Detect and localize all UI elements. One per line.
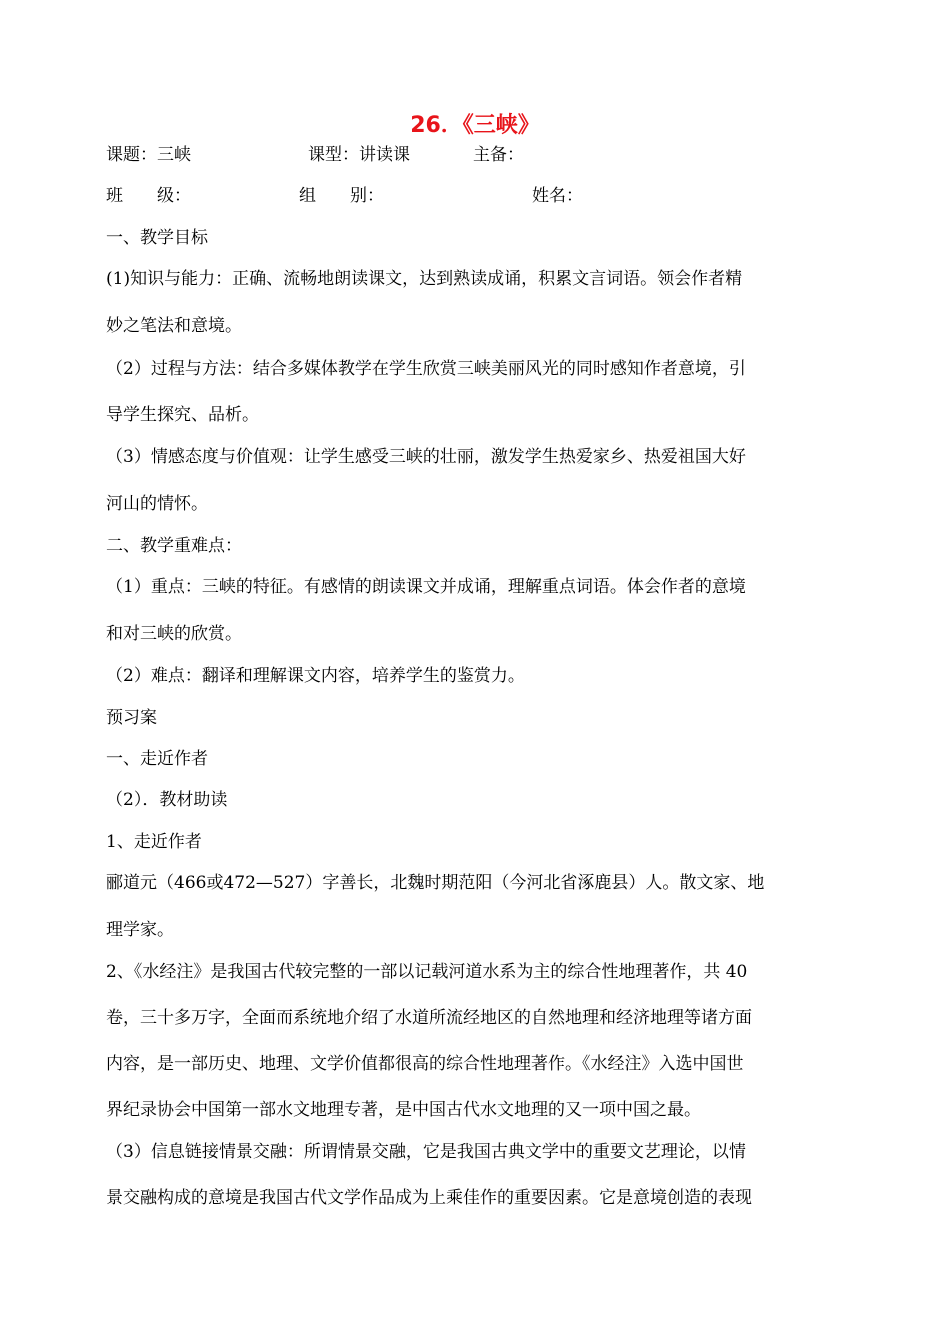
section-heading: （2）．教材助读 xyxy=(106,790,228,810)
name-field: 姓名： xyxy=(532,186,583,206)
paragraph-line: 郦道元（466或472—527）字善长，北魏时期范阳（今河北省涿鹿县）人。散文家、地 xyxy=(106,873,765,893)
paragraph-line: （1）重点：三峡的特征。有感情的朗读课文并成诵，理解重点词语。体会作者的意境 xyxy=(106,577,746,597)
paragraph-line: 导学生探究、品析。 xyxy=(106,405,259,425)
paragraph-line: 妙之笔法和意境。 xyxy=(106,316,242,336)
class-field: 班 级： xyxy=(106,186,191,206)
paragraph-line: (1)知识与能力：正确、流畅地朗读课文，达到熟读成诵，积累文言词语。领会作者精 xyxy=(106,269,743,289)
paragraph-line: （3）信息链接情景交融：所谓情景交融，它是我国古典文学中的重要文艺理论，以情 xyxy=(106,1142,746,1162)
section-heading: 预习案 xyxy=(106,708,157,728)
paragraph-line: 理学家。 xyxy=(106,920,174,940)
document-title: 26．《三峡》 xyxy=(410,113,540,138)
course-type: 课型：讲读课 xyxy=(308,145,410,165)
section-heading: 二、教学重难点： xyxy=(106,536,242,556)
paragraph-line: 卷，三十多万字，全面而系统地介绍了水道所流经地区的自然地理和经济地理等诸方面 xyxy=(106,1008,752,1028)
paragraph-line: 界纪录协会中国第一部水文地理专著，是中国古代水文地理的又一项中国之最。 xyxy=(106,1100,701,1120)
section-heading: 1、走近作者 xyxy=(106,832,202,852)
group-field: 组 别： xyxy=(299,186,384,206)
course-topic: 课题：三峡 xyxy=(106,145,191,165)
paragraph-line: 景交融构成的意境是我国古代文学作品成为上乘佳作的重要因素。它是意境创造的表现 xyxy=(106,1188,752,1208)
paragraph-line: 内容，是一部历史、地理、文学价值都很高的综合性地理著作。《水经注》入选中国世 xyxy=(106,1054,744,1074)
paragraph-line: 和对三峡的欣赏。 xyxy=(106,624,242,644)
paragraph-line: （2）难点：翻译和理解课文内容，培养学生的鉴赏力。 xyxy=(106,666,525,686)
paragraph-line: 2、《水经注》是我国古代较完整的一部以记载河道水系为主的综合性地理著作，共 40 xyxy=(106,962,748,982)
paragraph-line: （2）过程与方法：结合多媒体教学在学生欣赏三峡美丽风光的同时感知作者意境，引 xyxy=(106,359,746,379)
paragraph-line: 河山的情怀。 xyxy=(106,494,208,514)
section-heading: 一、走近作者 xyxy=(106,749,208,769)
course-preparer: 主备： xyxy=(473,145,524,165)
paragraph-line: （3）情感态度与价值观：让学生感受三峡的壮丽，激发学生热爱家乡、热爱祖国大好 xyxy=(106,447,746,467)
section-heading: 一、教学目标 xyxy=(106,228,208,248)
